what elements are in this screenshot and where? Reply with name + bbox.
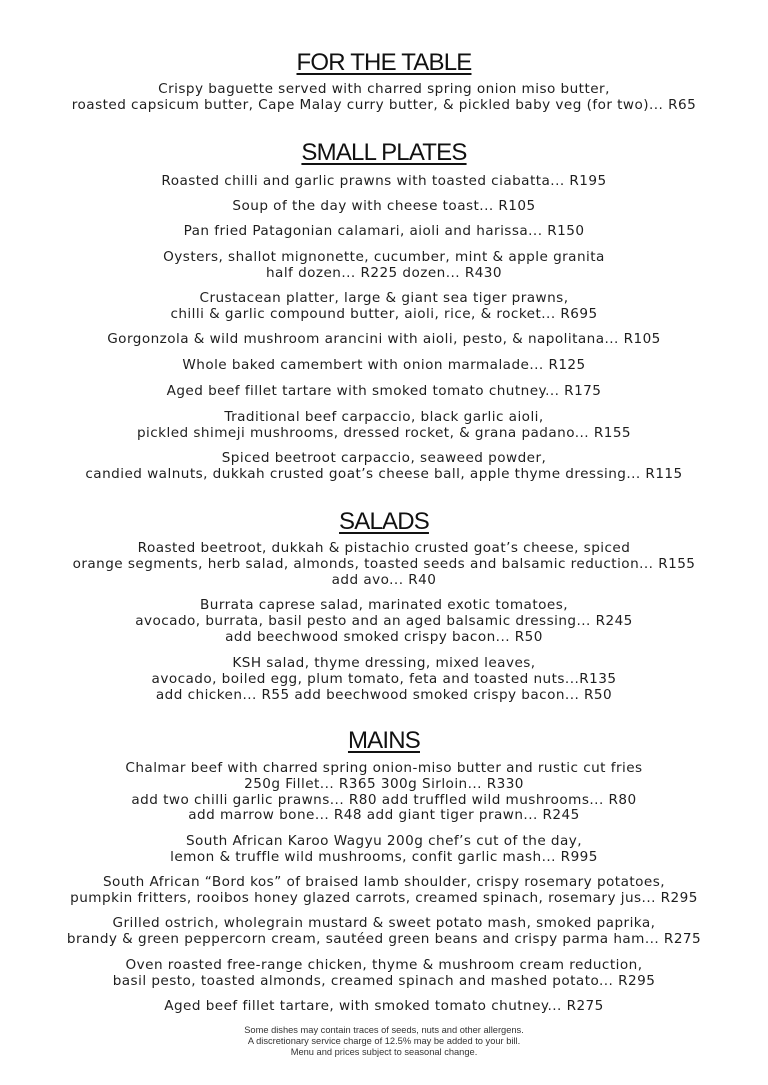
menu-item-line: half dozen... R225 dozen... R430 bbox=[265, 265, 503, 281]
menu-item-line: add marrow bone... R48 add giant tiger prawn... R245 bbox=[188, 807, 580, 823]
menu-item-line: basil pesto, toasted almonds, creamed spinach and mashed potato... R295 bbox=[112, 973, 656, 989]
menu-item-line: Aged beef fillet tartare, with smoked tomato chutney... R275 bbox=[164, 998, 604, 1014]
menu-item-line: chilli & garlic compound butter, aioli, rice, & rocket... R695 bbox=[170, 306, 598, 322]
menu-item-line: Oven roasted free-range chicken, thyme & mushroom cream reduction, bbox=[125, 957, 643, 973]
menu-item-line: pickled shimeji mushrooms, dressed rocket, & grana padano... R155 bbox=[136, 425, 632, 441]
menu-item-line: South African “Bord kos” of braised lamb shoulder, crispy rosemary potatoes, bbox=[102, 874, 666, 890]
menu-item-line: Crispy baguette served with charred spring onion miso butter, bbox=[158, 81, 610, 97]
menu-item-line: Gorgonzola & wild mushroom arancini with aioli, pesto, & napolitana... R105 bbox=[107, 331, 661, 347]
menu-item-line: Spiced beetroot carpaccio, seaweed powder, bbox=[221, 450, 547, 466]
service-charge-notice: A discretionary service charge of 12.5% may be added to your bill. bbox=[247, 1036, 521, 1046]
menu-item-line: South African Karoo Wagyu 200g chef’s cut of the day, bbox=[185, 833, 583, 849]
menu-item-line: brandy & green peppercorn cream, sautéed green beans and crispy parma ham... R275 bbox=[66, 931, 702, 947]
menu-item-line: lemon & truffle wild mushrooms, confit garlic mash... R995 bbox=[170, 849, 598, 865]
menu-item-line: Pan fried Patagonian calamari, aioli and harissa... R150 bbox=[183, 223, 585, 239]
menu-item-line: pumpkin fritters, rooibos honey glazed carrots, creamed spinach, rosemary jus... R295 bbox=[70, 890, 698, 906]
menu-item-line: Aged beef fillet tartare with smoked tomato chutney... R175 bbox=[166, 383, 602, 399]
menu-item-line: avocado, boiled egg, plum tomato, feta and toasted nuts...R135 bbox=[151, 671, 617, 687]
menu-item-line: Roasted chilli and garlic prawns with toasted ciabatta... R195 bbox=[161, 173, 607, 189]
menu-item-line: add avo... R40 bbox=[331, 572, 437, 588]
allergen-notice: Some dishes may contain traces of seeds, nuts and other allergens. bbox=[244, 1025, 524, 1035]
menu-item-line: Oysters, shallot mignonette, cucumber, mint & apple granita bbox=[163, 249, 605, 265]
menu-item-line: add chicken... R55 add beechwood smoked crispy bacon... R50 bbox=[155, 687, 613, 703]
section-heading-small-plates: SMALL PLATES bbox=[301, 139, 467, 166]
menu-item-line: 250g Fillet... R365 300g Sirloin... R330 bbox=[244, 776, 524, 792]
menu-item-line: add two chilli garlic prawns... R80 add truffled wild mushrooms... R80 bbox=[131, 792, 637, 808]
section-heading-salads: SALADS bbox=[339, 508, 429, 535]
menu-item-line: candied walnuts, dukkah crusted goat’s cheese ball, apple thyme dressing... R115 bbox=[85, 466, 683, 482]
menu-item-line: Grilled ostrich, wholegrain mustard & sweet potato mash, smoked paprika, bbox=[112, 915, 656, 931]
seasonal-change-notice: Menu and prices subject to seasonal change. bbox=[290, 1047, 478, 1057]
section-heading-mains: MAINS bbox=[347, 727, 420, 754]
menu-item-line: roasted capsicum butter, Cape Malay curry butter, & pickled baby veg (for two)... R65 bbox=[71, 97, 697, 113]
menu-item-line: KSH salad, thyme dressing, mixed leaves, bbox=[232, 655, 536, 671]
menu-item-line: Chalmar beef with charred spring onion-miso butter and rustic cut fries bbox=[125, 760, 643, 776]
menu-item-line: add beechwood smoked crispy bacon... R50 bbox=[225, 629, 543, 645]
menu-item-line: Soup of the day with cheese toast... R105 bbox=[232, 198, 536, 214]
menu-item-line: Burrata caprese salad, marinated exotic tomatoes, bbox=[199, 597, 568, 613]
menu-item-line: Roasted beetroot, dukkah & pistachio crusted goat’s cheese, spiced bbox=[137, 540, 631, 556]
menu-item-line: orange segments, herb salad, almonds, toasted seeds and balsamic reduction... R155 bbox=[72, 556, 696, 572]
menu-item-line: Whole baked camembert with onion marmalade... R125 bbox=[182, 357, 586, 373]
menu-item-line: Traditional beef carpaccio, black garlic aioli, bbox=[224, 409, 544, 425]
section-heading-for-the-table: FOR THE TABLE bbox=[296, 49, 472, 76]
menu-item-line: Crustacean platter, large & giant sea tiger prawns, bbox=[199, 290, 569, 306]
menu-item-line: avocado, burrata, basil pesto and an aged balsamic dressing... R245 bbox=[135, 613, 633, 629]
